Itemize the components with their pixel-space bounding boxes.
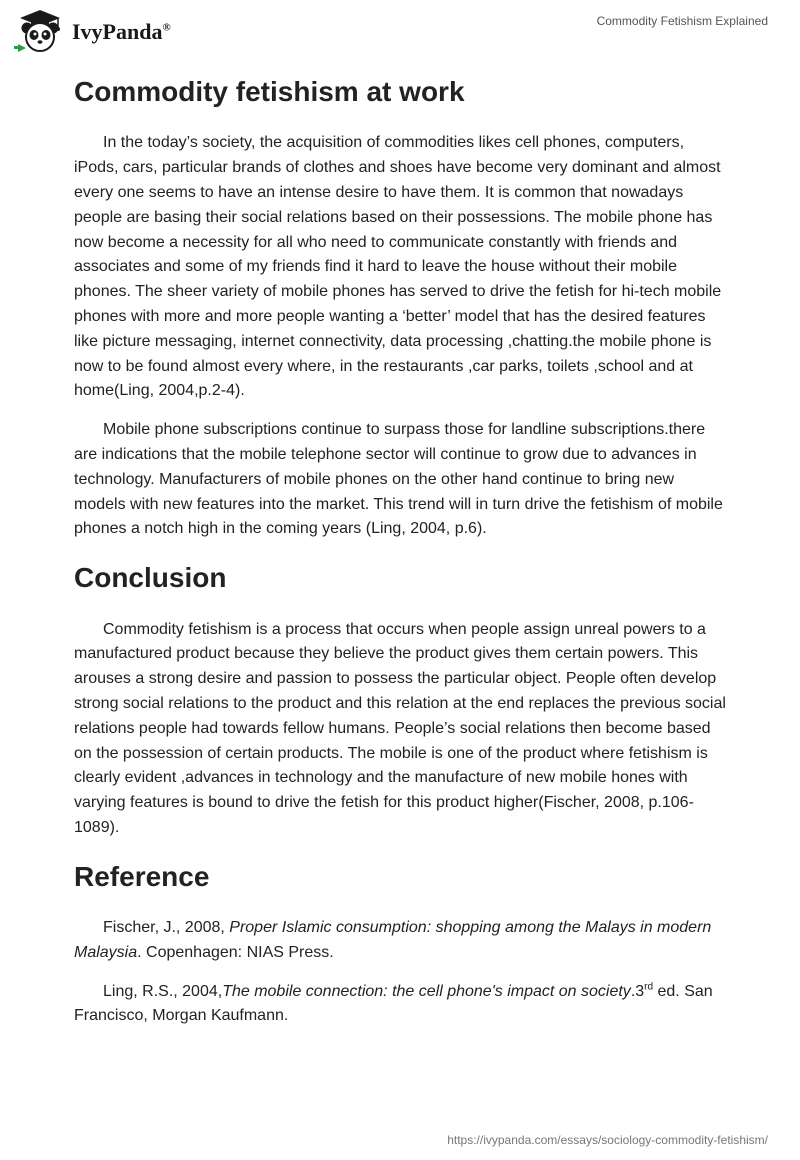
registered-mark: ® [162,21,171,34]
reference-publisher: . Copenhagen: NIAS Press. [137,943,334,961]
reference-author: Fischer, J., 2008, [103,919,230,937]
ivypanda-logo[interactable] [14,8,171,54]
source-url-link[interactable]: https://ivypanda.com/essays/sociology-commodity-fetishism/ [447,1133,768,1147]
running-title: Commodity Fetishism Explained [596,14,768,28]
reference-edition-suffix: rd [644,981,654,993]
logo-wordmark [72,19,171,45]
paragraph: Commodity fetishism is a process that occurs when people assign unreal powers to a manufactured product because they believe the product gives them certain powers. This arouses a strong desire and passion to possess the particular object. People often develop strong social relations to the product and this relation at the end replaces the previous social relations people had towards fellow humans. People’s social relations then become based on the possession of certain products. The mobile is one of the product where fetishism is clearly evident ,advances in technology and the manufacture of new mobile hones with varying features is bound to drive the fetish for this product higher(Fischer, 2008, p.106-1089). [74,620,726,836]
reference-publisher: ed. San Francisco, Morgan Kaufmann. [74,982,713,1025]
reference-author: Ling, R.S., 2004, [103,982,223,1000]
article-body [74,70,726,1043]
panda-graduate-icon [14,8,66,54]
reference-edition: .3 [630,982,645,1000]
heading-reference: Reference [74,860,210,892]
logo-text: IvyPanda [72,19,163,44]
heading-commodity-fetishism-at-work: Commodity fetishism at work [74,76,465,107]
paragraph: In the today’s society, the acquisition of commodities likes cell phones, computers, iPods, cars, particular brands of clothes and shoes have become very dominant and almost every one seems to have an intense desire to have them. It is common that nowadays people are basing their social relations based on their possessions. The mobile phone has now become a necessity for all who need to communicate constantly with friends and associates and some of my friends find it hard to leave the house without their mobile phones. The sheer variety of mobile phones has served to drive the fetish for hi-tech mobile phones with more and more people wanting a ‘better’ model that has the desired features like picture messaging, internet connectivity, data processing ,chatting.the mobile phone is now to be found almost every where, in the restaurants ,car parks, toilets ,school and at home(Ling, 2004,p.2-4). [74,134,722,400]
reference-item [74,916,726,966]
heading-conclusion: Conclusion [74,562,227,594]
paragraph: Mobile phone subscriptions continue to surpass those for landline subscriptions.there are indications that the mobile telephone sector will continue to grow due to advances in technology. Manufacturers of mobile phones on the other hand continue to bring new models with new features into the market. This trend will in turn drive the fetishism of mobile phones a notch high in the coming years (Ling, 2004, p.6). [74,421,723,538]
reference-title: Proper Islamic consumption: shopping among the Malays in modern Malaysia [74,919,712,961]
reference-title: The mobile connection: the cell phone's impact on society [222,982,631,1000]
reference-item [74,980,726,1030]
